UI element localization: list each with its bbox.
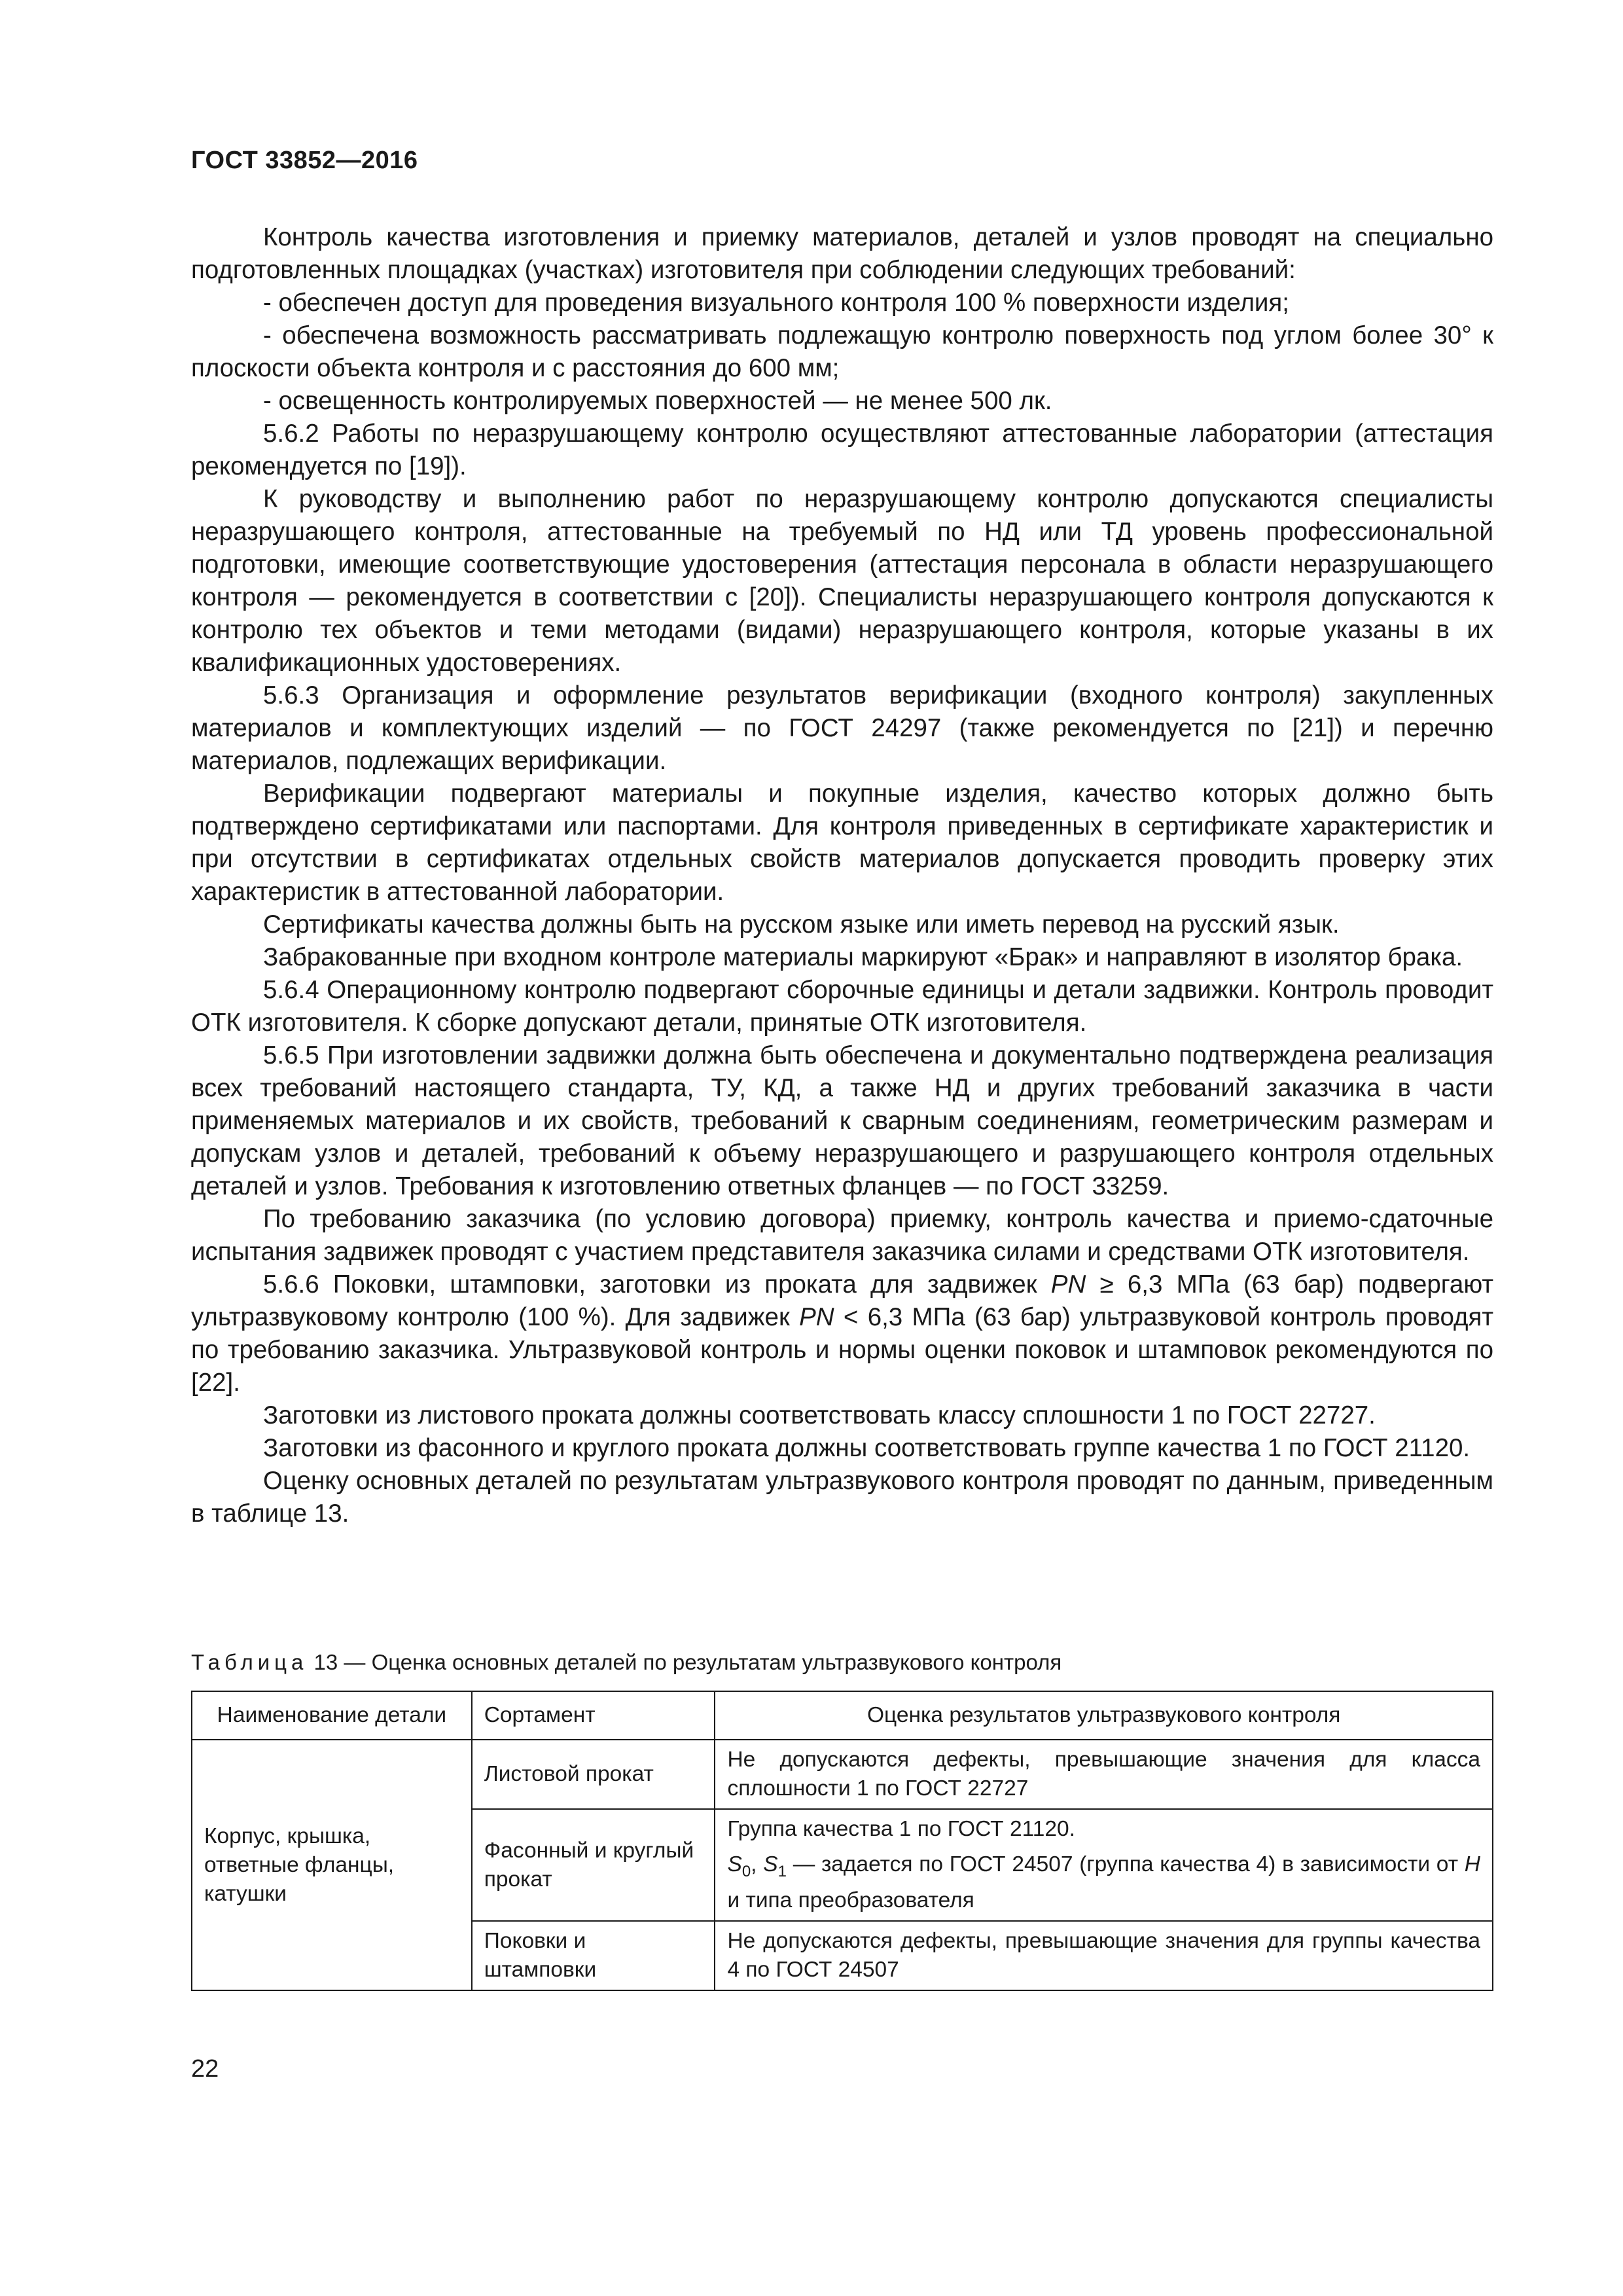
paragraph: Контроль качества изготовления и приемку материалов, деталей и узлов проводят на специально подготовленных площадках (участках) изготовителя при соблюдении следующих требований: — [191, 223, 1493, 284]
symbol-h: H — [1464, 1852, 1480, 1876]
evaluation-main-text: Группа качества 1 по ГОСТ 21120. — [727, 1817, 1075, 1841]
table-caption-prefix: Таблица — [191, 1650, 308, 1674]
note-text: — задается по ГОСТ 24507 (группа качества 4) в зависимости от — [786, 1852, 1465, 1876]
column-header: Наименование детали — [192, 1691, 472, 1740]
sortament-cell: Фасонный и круглый прокат — [472, 1809, 715, 1921]
column-header: Сортамент — [472, 1691, 715, 1740]
paragraph: Сертификаты качества должны быть на русском языке или иметь перевод на русский язык. — [263, 910, 1340, 939]
subscript: 0 — [741, 1863, 751, 1880]
table-header-row — [192, 1691, 1493, 1740]
paragraph: Верификации подвергают материалы и покупные изделия, качество которых должно быть подтверждено сертификатами или паспортами. Для контроля приведенных в сертификате характеристик и при отсутствии в сертификатах отдельных свойств материалов допускается проводить проверку этих характеристик в аттестованной лаборатории. — [191, 780, 1493, 906]
list-item: - обеспечен доступ для проведения визуального контроля 100 % поверхности изделия; — [263, 289, 1289, 317]
paragraph: К руководству и выполнению работ по неразрушающему контролю допускаются специалисты неразрушающего контроля, аттестованные на требуемый по НД или ТД уровень профессиональной подготовки, имеющие соответствующие удостоверения (аттестация персонала в области неразрушающего контроля — рекомендуется в соответствии с [20]). Специалисты неразрушающего контроля допускаются к контролю тех объектов и теми методами (видами) неразрушающего контроля, которые указаны в их квалификационных удостоверениях. — [191, 485, 1493, 677]
table-caption-title: 13 — Оценка основных деталей по результатам ультразвукового контроля — [308, 1650, 1062, 1674]
paragraph: Оценку основных деталей по результатам ультразвукового контроля проводят по данным, приведенным в таблице 13. — [191, 1467, 1493, 1528]
body-text — [191, 221, 1493, 1530]
document-code-header: ГОСТ 33852—2016 — [191, 147, 418, 174]
paragraph: По требованию заказчика (по условию договора) приемку, контроль качества и приемо-сдаточные испытания задвижек проводят с участием представителя заказчика силами и средствами ОТК изготовителя. — [191, 1205, 1493, 1266]
table-row — [192, 1740, 1493, 1809]
note-text: и типа преобразователя — [727, 1888, 974, 1912]
table-caption — [191, 1648, 1061, 1677]
paragraph: Забракованные при входном контроле материалы маркируют «Брак» и направляют в изолятор брака. — [263, 943, 1463, 971]
symbol-s: S — [727, 1852, 742, 1876]
paragraph: 5.6.5 При изготовлении задвижки должна быть обеспечена и документально подтверждена реализация всех требований настоящего стандарта, ТУ, КД, а также НД и других требований заказчика в части применяемых материалов и их свойств, требований к сварным соединениям, геометрическим размерам и допускам узлов и деталей, требований к объему неразрушающего и разрушающего контроля отдельных деталей и узлов. Требования к изготовлению ответных фланцев — по ГОСТ 33259. — [191, 1041, 1493, 1200]
evaluation-cell — [715, 1809, 1493, 1921]
paragraph: Заготовки из фасонного и круглого проката должны соответствовать группе качества 1 по ГОСТ 21120. — [263, 1434, 1471, 1462]
paragraph: Заготовки из листового проката должны соответствовать классу сплошности 1 по ГОСТ 22727. — [263, 1401, 1376, 1429]
column-header: Оценка результатов ультразвукового контроля — [715, 1691, 1493, 1740]
paragraph: 5.6.2 Работы по неразрушающему контролю осуществляют аттестованные лаборатории (аттестация рекомендуется по [19]). — [191, 420, 1493, 480]
symbol-pn: PN — [1050, 1270, 1086, 1299]
paragraph: 5.6.6 Поковки, штамповки, заготовки из проката для задвижек PN ≥ 6,3 МПа (63 бар) подвергают ультразвуковому контролю (100 %). Для задвижек PN < 6,3 МПа (63 бар) ультразвуковой контроль проводят по требованию заказчика. Ультразвуковой контроль и нормы оценки поковок и штамповок рекомендуются по [22]. — [191, 1270, 1493, 1397]
list-item: - освещенность контролируемых поверхностей — не менее 500 лк. — [263, 387, 1052, 415]
page-number: 22 — [191, 2055, 219, 2083]
evaluation-note — [727, 1850, 1480, 1915]
list-item: - обеспечена возможность рассматривать подлежащую контролю поверхность под углом более 30° к плоскости объекта контроля и с расстояния до 600 мм; — [191, 321, 1493, 382]
sortament-cell: Поковки и штамповки — [472, 1921, 715, 1990]
evaluation-table — [191, 1691, 1493, 1991]
paragraph: 5.6.4 Операционному контролю подвергают сборочные единицы и детали задвижки. Контроль проводит ОТК изготовителя. К сборке допускают детали, принятые ОТК изготовителя. — [191, 976, 1493, 1037]
symbol-s: S — [763, 1852, 778, 1876]
evaluation-cell: Не допускаются дефекты, превышающие значения для класса сплошности 1 по ГОСТ 22727 — [715, 1740, 1493, 1809]
subscript: 1 — [777, 1863, 787, 1880]
symbol-pn: PN — [799, 1303, 834, 1331]
part-name-cell: Корпус, крышка, ответные фланцы, катушки — [192, 1740, 472, 1990]
separator: , — [751, 1852, 764, 1876]
paragraph: 5.6.3 Организация и оформление результатов верификации (входного контроля) закупленных материалов и комплектующих изделий — по ГОСТ 24297 (также рекомендуется по [21]) и перечню материалов, подлежащих верификации. — [191, 681, 1493, 775]
sortament-cell: Листовой прокат — [472, 1740, 715, 1809]
evaluation-cell: Не допускаются дефекты, превышающие значения для группы качества 4 по ГОСТ 24507 — [715, 1921, 1493, 1990]
